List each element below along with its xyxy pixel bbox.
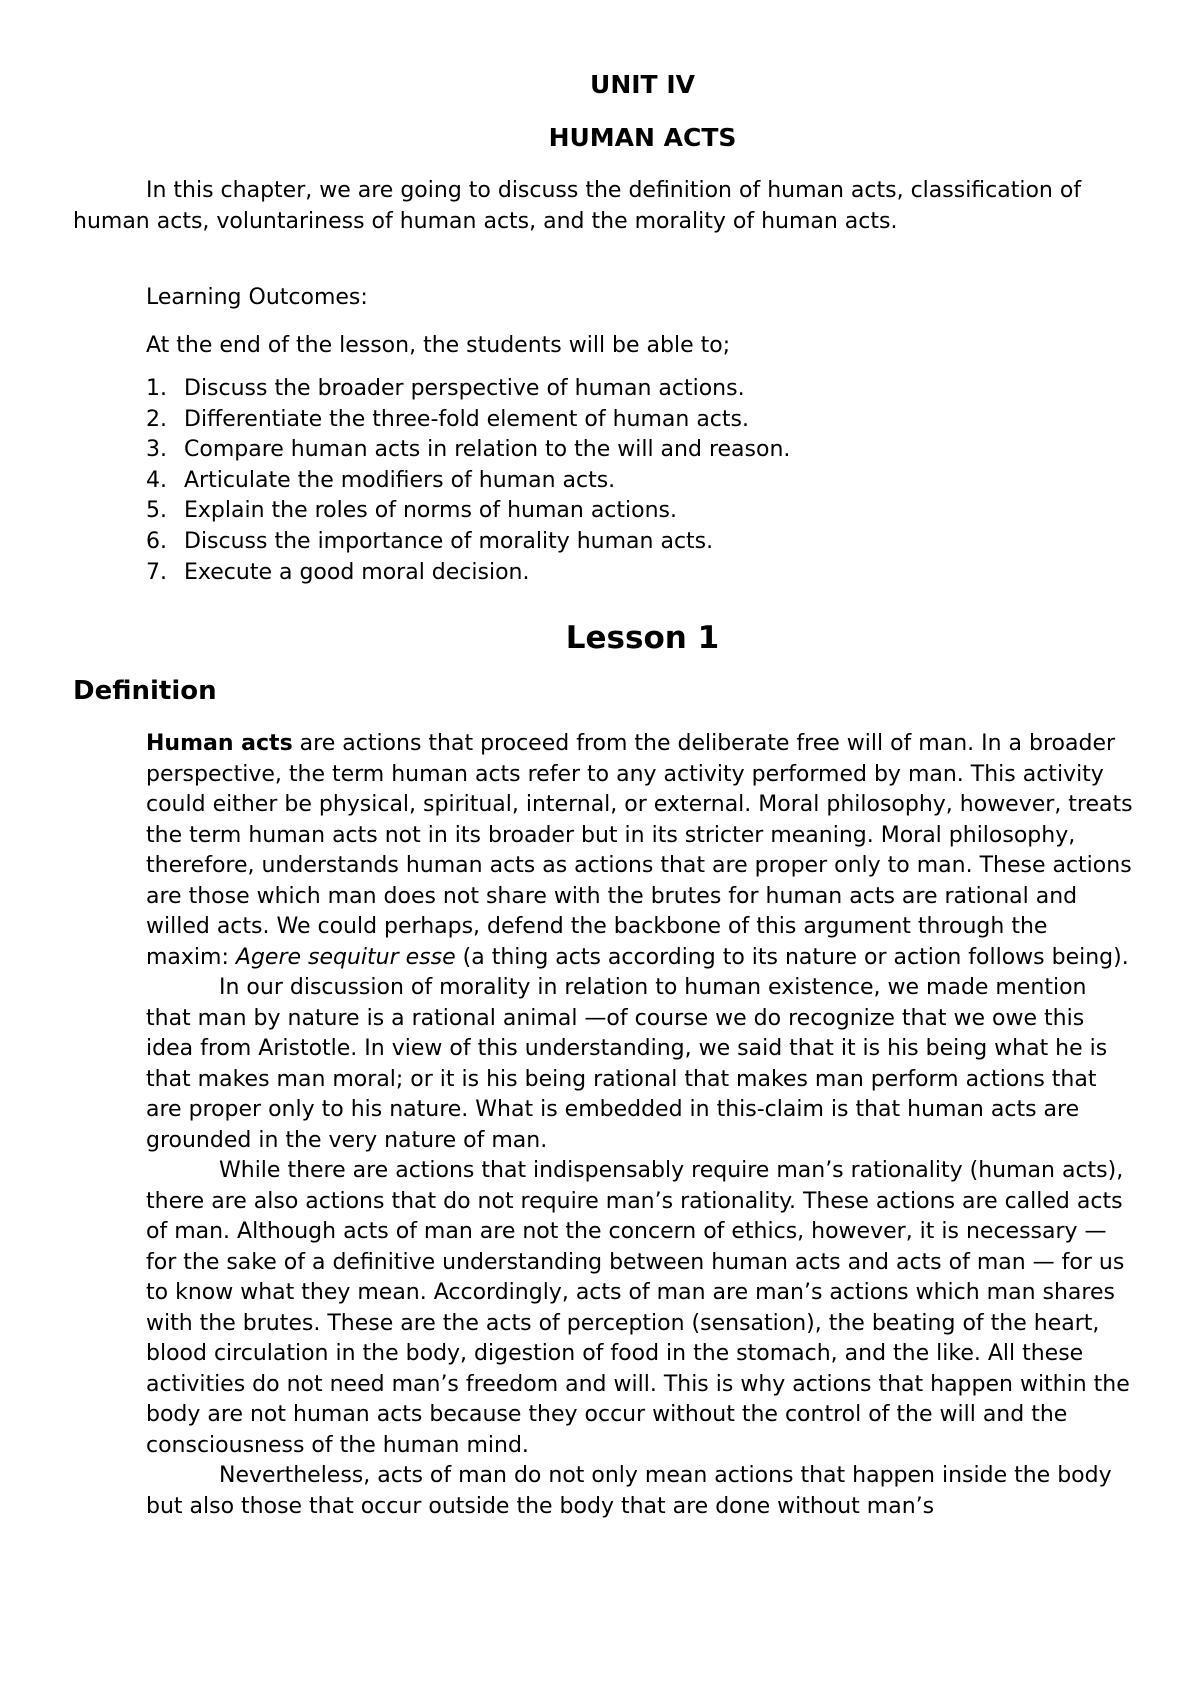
learning-outcomes-list	[146, 374, 790, 588]
list-number: 2.	[146, 406, 167, 432]
paragraph-2: In our discussion of morality in relation to human existence, we made mention that man by nature is a rational animal —of course we do recognize that we owe this idea from Aristotle. In view of this understanding, we said that it is his being what he is that makes man moral; or it is his being rational that makes man perform actions that are proper only to his nature. What is embedded in this-claim is that human acts are grounded in the very nature of man.	[146, 975, 1108, 1153]
paragraph-4: Nevertheless, acts of man do not only mean actions that happen inside the body but also those that occur outside the body that are done without man’s	[146, 1463, 1112, 1519]
unit-heading: UNIT IV	[590, 70, 695, 99]
list-item	[146, 435, 790, 466]
list-item	[146, 405, 790, 436]
paragraph-text: are actions that proceed from the deliberate free will of man. In a broader perspective, the term human acts refer to any activity performed by man. This activity could either be physical, spiritual, internal, or external. Moral philosophy, however, treats the term human acts not in its broader but in its stricter meaning. Moral philosophy, therefore, understands human acts as actions that are proper only to man. These actions are those which man does not share with the brutes for human acts are rational and willed acts. We could perhaps, defend the backbone of this argument through the maxim:	[146, 731, 1133, 970]
list-number: 6.	[146, 528, 167, 554]
paragraph-text: (a thing acts according to its nature or action follows being).	[455, 944, 1129, 970]
list-item	[146, 558, 790, 589]
intro-paragraph: In this chapter, we are going to discuss the definition of human acts, classification of human acts, voluntariness of human acts, and the morality of human acts.	[73, 178, 1082, 234]
list-item	[146, 496, 790, 527]
chapter-title: HUMAN ACTS	[548, 123, 737, 152]
section-heading: Definition	[73, 676, 217, 706]
latin-maxim: Agere sequitur esse	[235, 944, 456, 970]
list-text: Execute a good moral decision.	[184, 559, 530, 585]
list-text: Articulate the modifiers of human acts.	[184, 467, 616, 493]
list-text: Discuss the importance of morality human acts.	[184, 528, 714, 554]
learning-outcomes-label: Learning Outcomes:	[146, 285, 368, 310]
lesson-title: Lesson 1	[565, 620, 720, 656]
list-item	[146, 466, 790, 497]
paragraph-3: While there are actions that indispensably require man’s rationality (human acts), there are also actions that do not require man’s rationality. These actions are called acts of man. Although acts of man are not the concern of ethics, however, it is necessary — for the sake of a definitive understanding between human acts and acts of man — for us to know what they mean. Accordingly, acts of man are man’s actions which man shares with the brutes. These are the acts of perception (sensation), the beating of the heart, blood circulation in the body, digestion of food in the stomach, and the like. All these activities do not need man’s freedom and will. This is why actions that happen within the body are not human acts because they occur without the control of the will and the consciousness of the human mind.	[146, 1158, 1130, 1458]
list-text: Discuss the broader perspective of human actions.	[184, 376, 745, 401]
list-text: Explain the roles of norms of human actions.	[184, 498, 678, 524]
lesson-body	[146, 729, 1136, 1522]
list-number: 1.	[146, 376, 167, 401]
list-item	[146, 527, 790, 558]
list-number: 7.	[146, 559, 167, 585]
paragraph-1	[146, 729, 1136, 973]
list-number: 3.	[146, 437, 167, 463]
list-text: Differentiate the three-fold element of human acts.	[184, 406, 749, 432]
list-item	[146, 374, 790, 405]
list-text: Compare human acts in relation to the will and reason.	[184, 437, 791, 463]
learning-outcomes-lead: At the end of the lesson, the students will be able to;	[146, 333, 731, 358]
list-number: 4.	[146, 467, 167, 493]
term-human-acts: Human acts	[146, 731, 293, 756]
list-number: 5.	[146, 498, 167, 524]
